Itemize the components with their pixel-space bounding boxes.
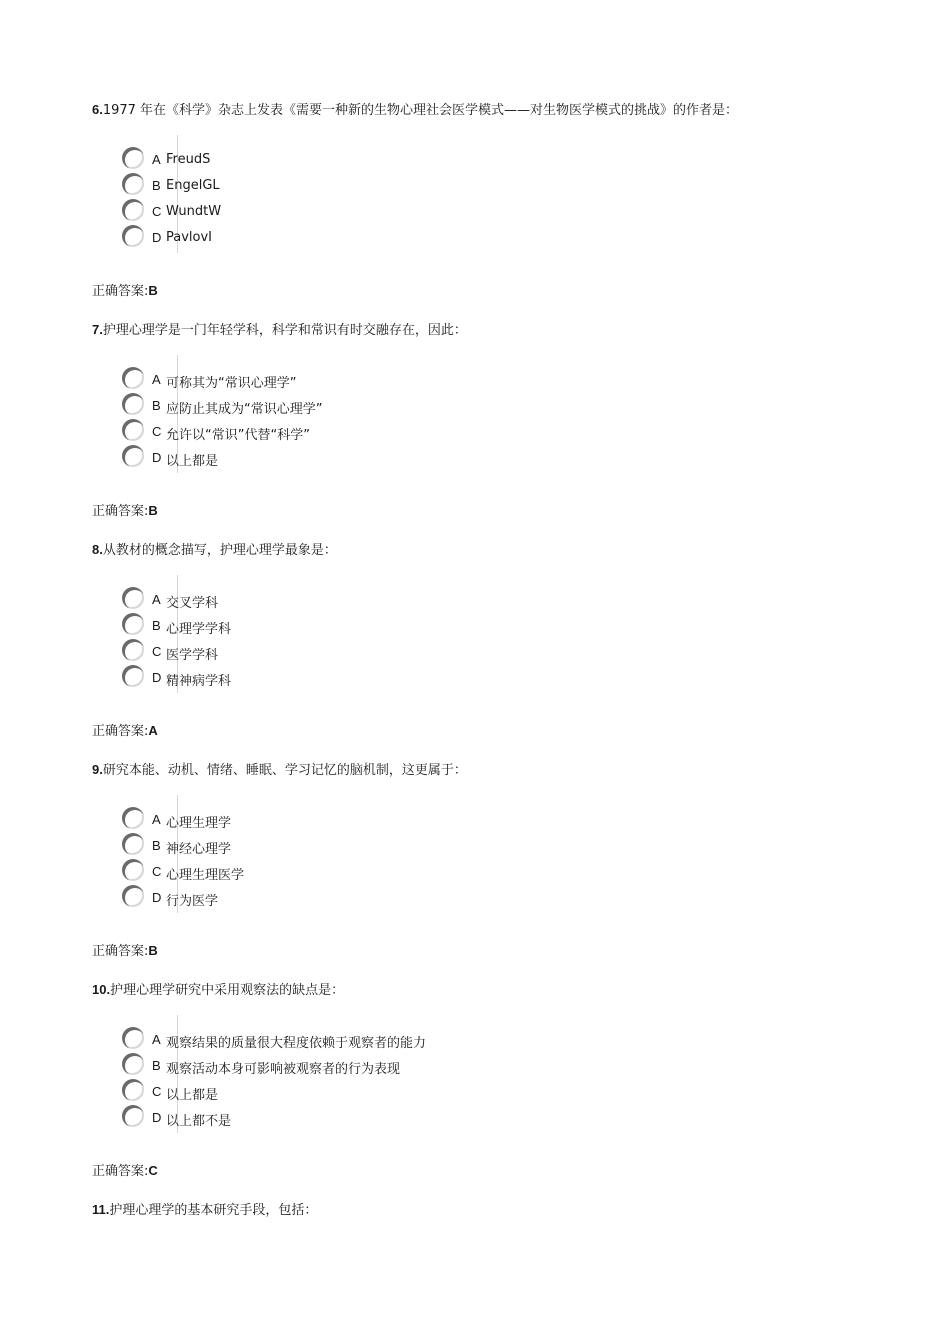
question-block [92,1201,892,1220]
option-item[interactable] [122,1053,722,1079]
option-text: WundtW [166,204,222,219]
question-title [92,981,892,1000]
radio-button-icon[interactable] [122,1105,144,1127]
radio-button-icon[interactable] [122,587,144,609]
question-text: 护理心理学是一门年轻学科，科学和常识有时交融存在，因此： [102,323,467,338]
option-letter: C [152,424,162,439]
option-text: EngelGL [166,178,220,193]
question-number: 9. [92,762,103,777]
option-text: 以上都是 [166,1088,219,1103]
radio-button-icon[interactable] [122,807,144,829]
option-letter: B [152,398,161,413]
question-text: 护理心理学研究中采用观察法的缺点是： [110,983,345,998]
question-title [92,541,892,560]
question-title [92,1201,892,1220]
option-letter: A [152,1032,161,1047]
option-text: 观察结果的质量很大程度依赖于观察者的能力 [166,1036,427,1051]
option-item[interactable] [122,393,722,419]
option-list [122,807,922,911]
option-text: 可称其为“常识心理学” [166,376,297,391]
option-item[interactable] [122,587,722,613]
answer-value: B [148,943,158,958]
option-item[interactable] [122,199,722,225]
correct-answer [92,942,892,961]
option-letter: A [152,812,161,827]
question-title [92,101,892,120]
option-letter: B [152,178,161,193]
radio-button-icon[interactable] [122,1027,144,1049]
answer-label: 正确答案: [92,724,149,739]
radio-button-icon[interactable] [122,393,144,415]
radio-button-icon[interactable] [122,419,144,441]
question-number: 7. [92,322,103,337]
answer-label: 正确答案: [92,284,149,299]
option-item[interactable] [122,885,722,911]
option-item[interactable] [122,1105,722,1131]
option-item[interactable] [122,859,722,885]
option-item[interactable] [122,665,722,691]
option-item[interactable] [122,1079,722,1105]
option-item[interactable] [122,613,722,639]
question-block [92,981,892,1181]
option-letter: D [152,890,162,905]
question-text: 1977 年在《科学》杂志上发表《需要一种新的生物心理社会医学模式——对生物医学模式的挑战》的作者是： [102,103,739,118]
option-text: 以上都是 [166,454,219,469]
option-text: 以上都不是 [166,1114,232,1129]
radio-button-icon[interactable] [122,199,144,221]
radio-button-icon[interactable] [122,445,144,467]
option-letter: A [152,152,161,167]
option-item[interactable] [122,367,722,393]
option-letter: C [152,1084,162,1099]
radio-button-icon[interactable] [122,859,144,881]
question-text: 从教材的概念描写，护理心理学最象是： [102,543,337,558]
option-item[interactable] [122,1027,722,1053]
question-number: 11. [92,1202,110,1217]
option-text: 心理生理医学 [166,868,245,883]
radio-button-icon[interactable] [122,665,144,687]
option-item[interactable] [122,807,722,833]
question-title [92,321,892,340]
option-letter: B [152,838,161,853]
answer-value: B [148,283,158,298]
radio-button-icon[interactable] [122,367,144,389]
option-list [122,587,922,691]
answer-value: B [148,503,158,518]
option-text: FreudS [166,152,211,167]
option-text: 医学学科 [166,648,219,663]
option-item[interactable] [122,225,722,251]
option-item[interactable] [122,173,722,199]
option-text: 精神病学科 [166,674,232,689]
question-title [92,761,892,780]
radio-button-icon[interactable] [122,613,144,635]
option-text: 允许以“常识”代替“科学” [166,428,310,443]
option-letter: D [152,230,162,245]
option-letter: D [152,450,162,465]
correct-answer [92,1162,892,1181]
question-number: 10. [92,982,111,997]
option-item[interactable] [122,445,722,471]
option-list [122,367,922,471]
radio-button-icon[interactable] [122,639,144,661]
correct-answer [92,282,892,301]
radio-button-icon[interactable] [122,885,144,907]
answer-value: A [148,723,158,738]
radio-button-icon[interactable] [122,1079,144,1101]
option-text: 神经心理学 [166,842,232,857]
option-letter: B [152,1058,161,1073]
option-letter: D [152,670,162,685]
option-text: 应防止其成为“常识心理学” [166,402,323,417]
option-list [122,1027,922,1131]
option-text: 观察活动本身可影响被观察者的行为表现 [166,1062,401,1077]
option-list [122,147,922,251]
question-block [92,321,892,521]
question-number: 8. [92,542,103,557]
option-letter: D [152,1110,162,1125]
radio-button-icon[interactable] [122,1053,144,1075]
question-block [92,101,892,301]
option-item[interactable] [122,419,722,445]
question-text: 研究本能、动机、情绪、睡眠、学习记忆的脑机制，这更属于： [102,763,467,778]
radio-button-icon[interactable] [122,225,144,247]
option-text: 心理学学科 [166,622,232,637]
radio-button-icon[interactable] [122,147,144,169]
answer-label: 正确答案: [92,1164,149,1179]
question-block [92,761,892,961]
option-letter: C [152,864,162,879]
option-letter: A [152,592,161,607]
option-item[interactable] [122,639,722,665]
answer-label: 正确答案: [92,504,149,519]
question-number: 6. [92,102,103,117]
correct-answer [92,722,892,741]
option-text: 行为医学 [166,894,219,909]
option-item[interactable] [122,833,722,859]
option-text: 交叉学科 [166,596,219,611]
answer-label: 正确答案: [92,944,149,959]
option-letter: A [152,372,161,387]
question-text: 护理心理学的基本研究手段，包括： [109,1203,318,1218]
radio-button-icon[interactable] [122,173,144,195]
answer-value: C [148,1163,158,1178]
option-letter: C [152,204,162,219]
correct-answer [92,502,892,521]
question-block [92,541,892,741]
option-text: 心理生理学 [166,816,232,831]
option-text: PavlovI [166,230,213,245]
option-item[interactable] [122,147,722,173]
option-letter: B [152,618,161,633]
radio-button-icon[interactable] [122,833,144,855]
option-letter: C [152,644,162,659]
